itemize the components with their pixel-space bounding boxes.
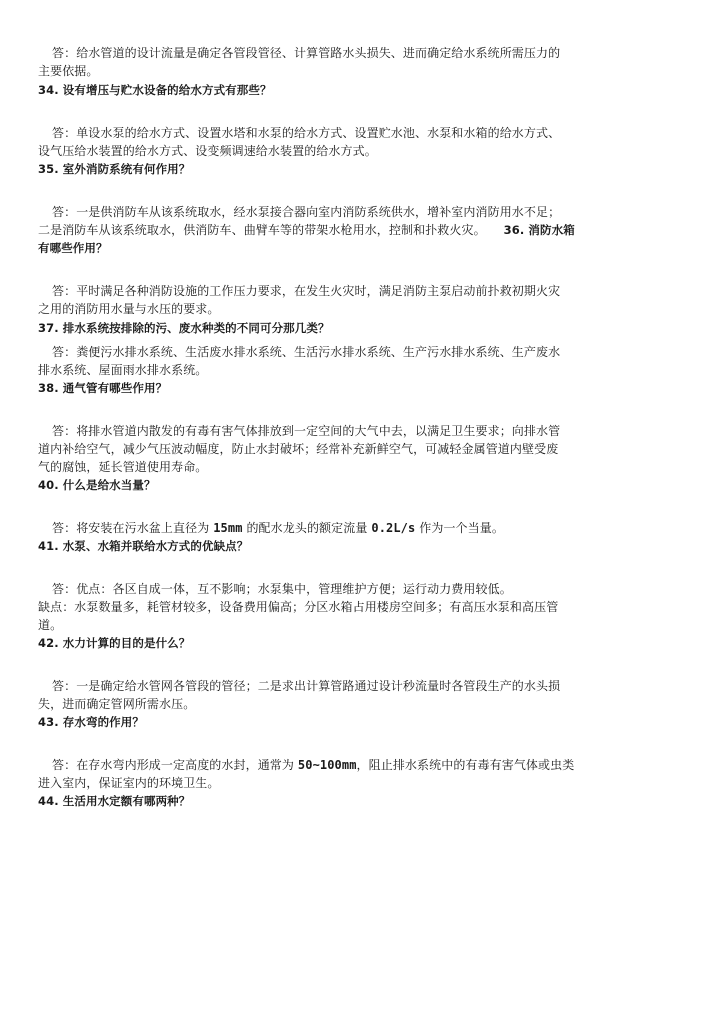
- answer-35-line-2: [38, 223, 598, 237]
- answer-42-line-1: 答：一是确定给水管网各管段的管径；二是求出计算管路通过设计秒流量时各管段生产的水头损: [52, 679, 561, 693]
- answer-34-line-2: 设气压给水装置的给水方式、设变频调速给水装置的给水方式。: [38, 144, 377, 158]
- question-36-inline: 36. 消防水箱: [503, 223, 575, 237]
- answer-35-line-1: 答：一是供消防车从该系统取水，经水泵接合器向室内消防系统供水，增补室内消防用水不足；: [52, 205, 561, 219]
- question-38: 38. 通气管有哪些作用？: [38, 381, 168, 395]
- answer-36-line-1: 答：平时满足各种消防设施的工作压力要求，在发生火灾时，满足消防主泵启动前扑救初期火灾: [52, 284, 561, 298]
- answer-40-flow: 0.2L/s: [371, 521, 416, 535]
- answer-41-line-2: 缺点：水泵数量多，耗管材较多，设备费用偏高；分区水箱占用楼房空间多；有高压水泵和高压管: [38, 600, 559, 614]
- answer-36-line-2: 之用的消防用水量与水压的要求。: [38, 302, 220, 316]
- answer-43-line-1: [52, 758, 612, 772]
- question-35: 35. 室外消防系统有何作用？: [38, 162, 191, 176]
- answer-38-line-2: 道内补给空气，减少气压波动幅度，防止水封破坏；经常补充新鲜空气，可减轻金属管道内壁受废: [38, 442, 559, 456]
- question-42: 42. 水力计算的目的是什么？: [38, 636, 191, 650]
- answer-40-diameter: 15mm: [213, 521, 243, 535]
- answer-33-line-2: 主要依据。: [38, 64, 99, 78]
- answer-41-line-3: 道。: [38, 618, 63, 632]
- question-41: 41. 水泵、水箱并联给水方式的优缺点？: [38, 539, 249, 553]
- answer-43-seal-height: 50~100mm: [297, 758, 357, 772]
- question-34: 34. 设有增压与贮水设备的给水方式有那些？: [38, 83, 272, 97]
- answer-34-line-1: 答：单设水泵的给水方式、设置水塔和水泵的给水方式、设置贮水池、水泵和水箱的给水方式、: [52, 126, 561, 140]
- answer-42-line-2: 失，进而确定管网所需水压。: [38, 697, 196, 711]
- answer-41-line-1: 答：优点：各区自成一体，互不影响；水泵集中，管理维护方便；运行动力费用较低。: [52, 582, 512, 596]
- question-43: 43. 存水弯的作用？: [38, 715, 144, 729]
- answer-40-text-2: 的配水龙头的额定流量: [242, 521, 372, 535]
- answer-40-text-1: 答：将安装在污水盆上直径为: [52, 521, 214, 535]
- answer-38-line-1: 答：将排水管道内散发的有毒有害气体排放到一定空间的大气中去，以满足卫生要求；向排水管: [52, 424, 561, 438]
- answer-37-line-2: 排水系统、屋面雨水排水系统。: [38, 363, 208, 377]
- answer-40-text-3: 作为一个当量。: [415, 521, 504, 535]
- question-37: 37. 排水系统按排除的污、废水种类的不同可分那几类？: [38, 321, 330, 335]
- answer-35-line-2-text: 二是消防车从该系统取水，供消防车、曲臂车等的带架水枪用水，控制和扑救火灾。: [38, 223, 486, 237]
- answer-37-line-1: 答：粪便污水排水系统、生活废水排水系统、生活污水排水系统、生产污水排水系统、生产废水: [52, 345, 561, 359]
- question-40: 40. 什么是给水当量？: [38, 478, 156, 492]
- answer-40-line-1: [52, 521, 612, 535]
- question-44: 44. 生活用水定额有哪两种？: [38, 794, 191, 808]
- answer-43-text-2: ，阻止排水系统中的有毒有害气体或虫类: [356, 758, 575, 772]
- answer-43-line-2: 进入室内，保证室内的环境卫生。: [38, 776, 220, 790]
- answer-43-text-1: 答：在存水弯内形成一定高度的水封，通常为: [52, 758, 298, 772]
- answer-33-line-1: 答：给水管道的设计流量是确定各管段管径、计算管路水头损失、进而确定给水系统所需压力的: [52, 46, 561, 60]
- question-36-continued: 有哪些作用？: [38, 241, 108, 255]
- answer-38-line-3: 气的腐蚀，延长管道使用寿命。: [38, 460, 208, 474]
